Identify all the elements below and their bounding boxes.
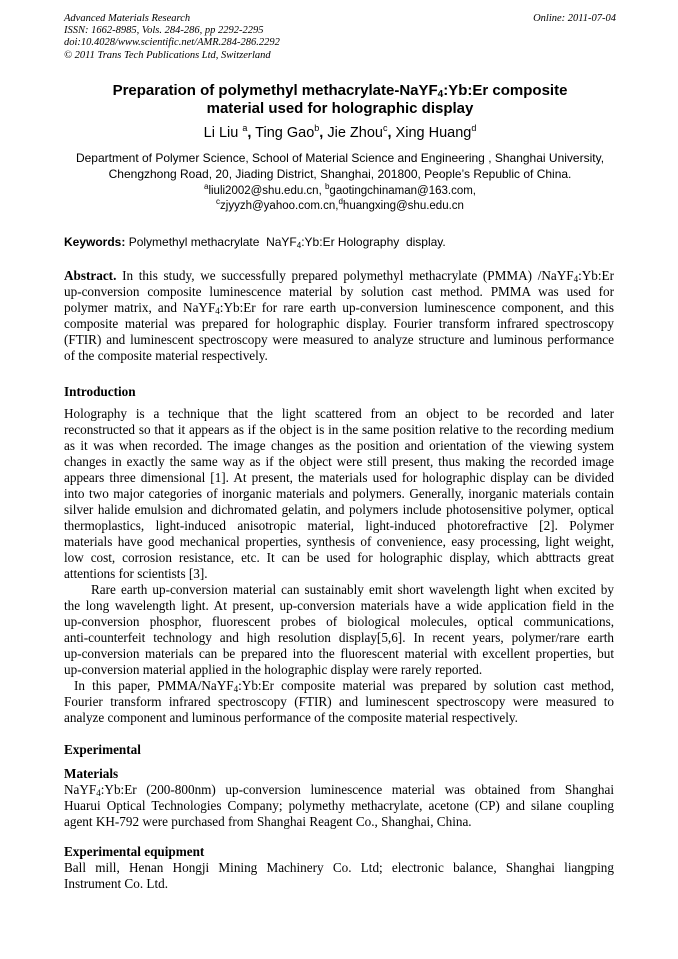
section-heading-experimental: Experimental (64, 742, 141, 757)
title-line-2: material used for holographic display (206, 100, 474, 117)
section-heading-introduction: Introduction (64, 384, 136, 399)
materials-paragraph: NaYF$_4$:Yb:Er (200-800nm) up-conversion luminescence material was obtained from Shanghai Huarui Optical Technologies Company; polymethy methacrylate, acetone (CP) and silane coupling agent KH-792 were purchased from Shanghai Reagent Co., Shanghai, China. (64, 782, 614, 829)
subsection-heading-equipment: Experimental equipment (64, 844, 205, 859)
subsection-heading-materials: Materials (64, 766, 119, 781)
affiliation: Department of Polymer Science, School of Material Science and Engineering , Shanghai University, Chengzhong Road, 20, Jiading District, Shanghai, 201800, People’s Republic of China. (75, 151, 605, 181)
equipment-paragraph: Ball mill, Henan Hongji Mining Machinery Co. Ltd; electronic balance, Shanghai liangping Instrument Co. Ltd. (64, 860, 614, 891)
journal-name: Advanced Materials Research (64, 13, 191, 24)
copyright-line: © 2011 Trans Tech Publications Ltd, Switzerland (64, 49, 271, 61)
email-link[interactable]: liuli2002@shu.edu.cn, (208, 185, 325, 197)
journal-header (64, 13, 616, 62)
doi-line: doi:10.4028/www.scientific.net/AMR.284-286.2292 (64, 37, 280, 49)
issn-line: ISSN: 1662-8985, Vols. 284-286, pp 2292-2295 (64, 25, 264, 37)
keywords-label: Keywords: (64, 235, 126, 249)
email-link[interactable]: zjyyzh@yahoo.com.cn, (220, 199, 339, 212)
author: Ting Gao$^b$ (255, 123, 320, 141)
paper-title (64, 82, 616, 118)
author-list: Li Liu $^a$, Ting Gao$^b$, Jie Zhou$^c$, Xing Huang$^d$ (203, 123, 477, 141)
keywords: Keywords: Polymethyl methacrylate NaYF$_4$:Yb:Er Holography display. (64, 235, 446, 250)
email-link[interactable]: gaotingchinaman@163.com, (329, 185, 476, 197)
introduction-paragraph-3: In this paper, PMMA/NaYF$_4$:Yb:Er composite material was prepared by solution cast method, Fourier transform infrared spectroscopy (FTIR) and luminescent spectroscopy were measured to analyze component and luminous performance of the composite material respectively. (64, 678, 614, 725)
author: Xing Huang$^d$ (395, 123, 477, 141)
title-line-1: Preparation of polymethyl methacrylate-NaYF$_4$:Yb:Er composite (112, 82, 568, 100)
author-emails: $^a$liuli2002@shu.edu.cn, $^b$gaotingchinaman@163.com, $^c$zjyyzh@yahoo.com.cn,$^d$huangxing@shu.edu.cn (203, 182, 476, 212)
abstract-label: Abstract. (64, 268, 117, 283)
author: Li Liu $^a$ (203, 123, 248, 141)
author: Jie Zhou$^c$ (327, 123, 388, 141)
introduction-paragraph-1: Holography is a technique that the light scattered from an object to be recorded and later reconstructed so that it appears as if the object is in the same position relative to the recording medium as it was when recorded. The image changes as the position and orientation of the viewing system changes in exactly the same way as if the object were still present, thus making the recorded image appears three dimensional [1]. At present, the materials used for holographic display can be divided into two major categories of inorganic materials and polymers. Generally, inorganic materials contain silver halide emulsion and dichromated gelatin, and polymers include photosensitive polymer, optical thermoplastics, light-induced anisotropic material, light-induced photorefractive [2]. Polymer materials have good mechanical properties, synthesis of convenience, easy processing, light weight, low cost, corrosion resistance, etc. It can be used for holographic display, which abttracts great attentions for scientists [3]. (64, 406, 614, 581)
online-date: Online: 2011-07-04 (533, 13, 616, 24)
abstract: Abstract. In this study, we successfully prepared polymethyl methacrylate (PMMA) /NaYF$_4$:Yb:Er up-conversion composite luminescence material by solution cast method. PMMA was used for polymer matrix, and NaYF$_4$:Yb:Er for rare earth up-conversion luminescence component, and this composite material was prepared for holographic display. Fourier transform infrared spectroscopy (FTIR) and luminescent spectroscopy were measured to analyze structure and luminous performance of the composite material respectively. (64, 268, 614, 363)
email-link[interactable]: huangxing@shu.edu.cn (342, 199, 464, 212)
introduction-paragraph-2: Rare earth up-conversion material can sustainably emit short wavelength light when excited by the long wavelength light. At present, up-conversion materials have a wide application field in the up-conversion phosphor, fluorescent probes of biological molecules, optical communications, anti-counterfeit technology and high resolution display[5,6]. In recent years, polymer/rare earth up-conversion materials can be prepared into the fluorescent material with excellent properties, but up-conversion material applied in the holographic display were rarely reported. (64, 582, 614, 677)
